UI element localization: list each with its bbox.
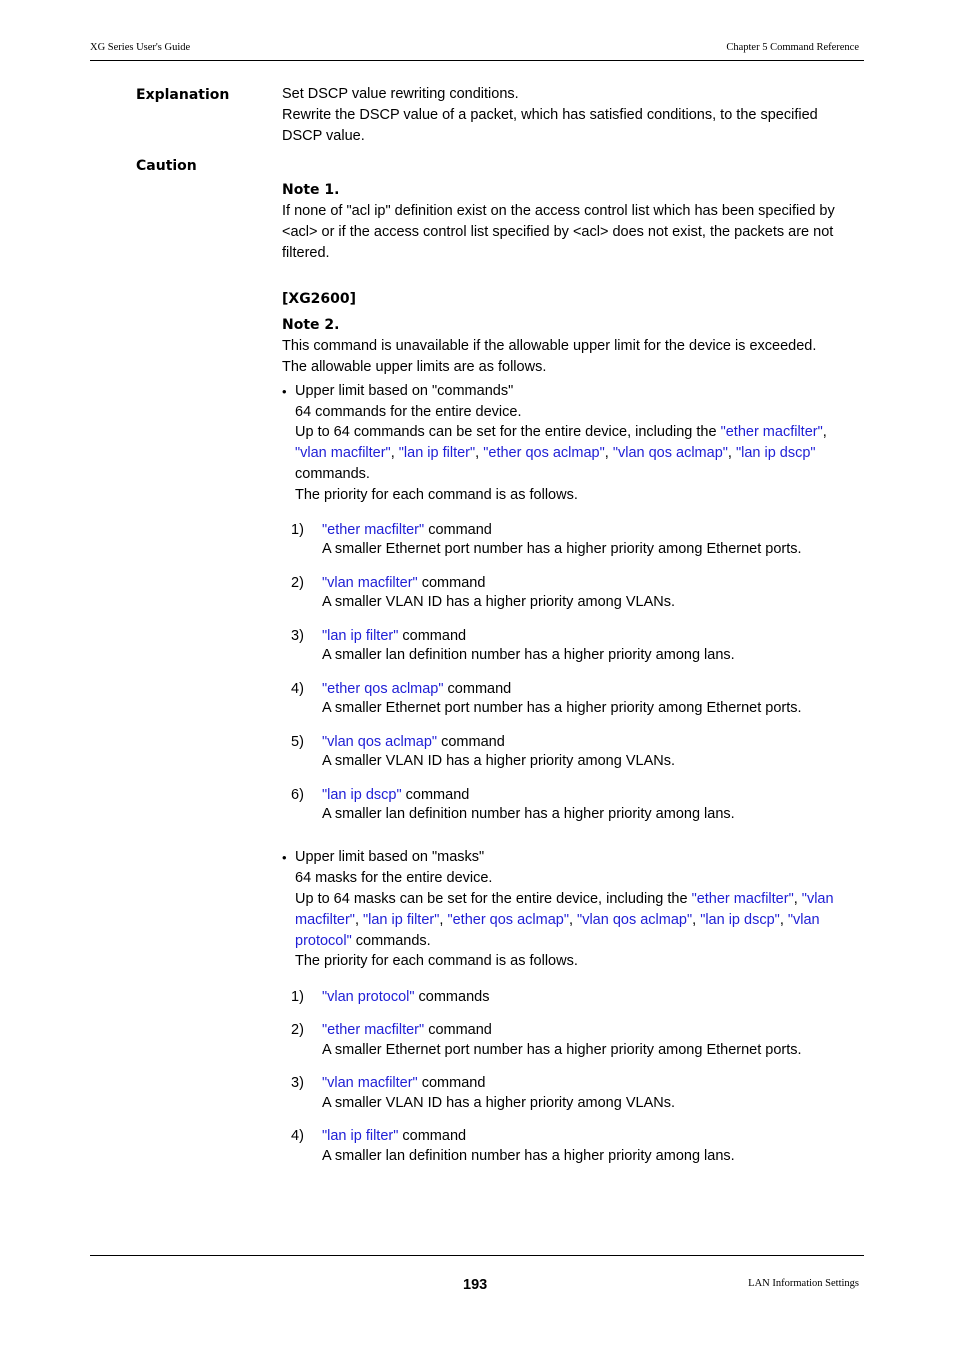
link-vlan-protocol[interactable]: "vlan [787,912,820,928]
list-item [322,679,511,700]
separator: , [568,912,578,928]
list-item-number: 1) [291,522,304,538]
list-item [322,573,485,594]
link-ether-macfilter[interactable]: "ether macfilter" [322,522,425,538]
explanation-heading: Explanation [136,87,230,103]
list-item-desc: A smaller Ethernet port number has a higher priority among Ethernet ports. [322,700,802,716]
separator: , [475,445,484,461]
commands-limit-desc-prefix: Up to 64 commands can be set for the entire device, including the [295,424,721,440]
separator: , [390,445,399,461]
separator: , [354,912,363,928]
note1-line: filtered. [282,245,330,261]
link-lan-ip-dscp[interactable]: "lan ip dscp" [700,912,780,928]
commands-limit-total: 64 commands for the entire device. [295,404,522,420]
list-item-number: 2) [291,575,304,591]
list-item-desc: A smaller lan definition number has a higher priority among lans. [322,1148,735,1164]
link-vlan-qos-aclmap[interactable]: "vlan qos aclmap" [612,445,728,461]
list-item-suffix: command [417,1075,486,1091]
separator: , [692,912,701,928]
separator: , [822,424,827,440]
commands-limit-desc-suffix: commands. [295,466,370,482]
list-item [322,987,489,1008]
note1-line: If none of "acl ip" definition exist on the access control list which has been specified by [282,203,835,219]
separator: , [727,445,736,461]
commands-priority-intro: The priority for each command is as follows. [295,487,578,503]
page-number: 193 [463,1277,488,1293]
separator: , [604,445,613,461]
link-vlan-macfilter[interactable]: macfilter" [295,912,355,928]
list-item-desc: A smaller Ethernet port number has a higher priority among Ethernet ports. [322,1042,802,1058]
separator: , [793,891,802,907]
list-item-number: 1) [291,989,304,1005]
list-item [322,1073,485,1094]
list-item-suffix: command [398,628,467,644]
list-item-number: 4) [291,681,304,697]
link-ether-qos-aclmap[interactable]: "ether qos aclmap" [483,445,605,461]
link-vlan-macfilter[interactable]: "vlan macfilter" [295,445,391,461]
note1-line: <acl> or if the access control list specified by <acl> does not exist, the packets are not [282,224,834,240]
list-item-desc: A smaller VLAN ID has a higher priority among VLANs. [322,753,675,769]
list-item-desc: A smaller lan definition number has a higher priority among lans. [322,806,735,822]
list-item-suffix: command [424,522,492,538]
footer-section: LAN Information Settings [748,1278,859,1289]
link-ether-macfilter[interactable]: "ether macfilter" [720,424,823,440]
list-item-suffix: command [443,681,512,697]
link-lan-ip-filter[interactable]: "lan ip filter" [322,628,399,644]
masks-limit-desc-suffix: commands. [351,933,431,949]
link-vlan-qos-aclmap[interactable]: "vlan qos aclmap" [322,734,438,750]
list-item [322,1126,466,1147]
bullet-icon: • [282,850,287,865]
link-vlan-macfilter[interactable]: "vlan macfilter" [322,1075,418,1091]
list-item [322,520,492,541]
link-lan-ip-filter[interactable]: "lan ip filter" [363,912,440,928]
masks-limit-desc [295,889,834,910]
masks-priority-intro: The priority for each command is as follows. [295,953,578,969]
list-item [322,732,505,753]
masks-limit-total: 64 masks for the entire device. [295,870,493,886]
link-lan-ip-filter[interactable]: "lan ip filter" [322,1128,399,1144]
note2-title: Note 2. [282,317,340,333]
list-item-desc: A smaller VLAN ID has a higher priority among VLANs. [322,594,675,610]
list-item-number: 6) [291,787,304,803]
explanation-line: DSCP value. [282,128,365,144]
link-ether-qos-aclmap[interactable]: "ether qos aclmap" [322,681,444,697]
link-vlan-protocol[interactable]: protocol" [295,933,352,949]
separator: , [439,912,448,928]
list-item-desc: A smaller lan definition number has a higher priority among lans. [322,647,735,663]
footer-rule [90,1255,864,1256]
masks-limit-desc [295,910,820,931]
separator: , [779,912,788,928]
explanation-line: Set DSCP value rewriting conditions. [282,86,519,102]
note2-line: This command is unavailable if the allowable upper limit for the device is exceeded. [282,338,817,354]
list-item-number: 4) [291,1128,304,1144]
link-vlan-macfilter[interactable]: "vlan macfilter" [322,575,418,591]
commands-limit-desc [295,443,816,464]
commands-limit-title: Upper limit based on "commands" [295,383,514,399]
link-lan-ip-filter[interactable]: "lan ip filter" [398,445,476,461]
running-header-chapter: Chapter 5 Command Reference [726,42,859,53]
list-item-suffix: command [398,1128,467,1144]
note1-title: Note 1. [282,182,340,198]
link-ether-qos-aclmap[interactable]: "ether qos aclmap" [447,912,569,928]
commands-limit-desc [295,422,827,443]
list-item-number: 2) [291,1022,304,1038]
list-item [322,1020,492,1041]
note2-line: The allowable upper limits are as follows. [282,359,547,375]
running-header-title: XG Series User's Guide [90,42,191,53]
masks-limit-title: Upper limit based on "masks" [295,849,485,865]
list-item [322,626,466,647]
link-ether-macfilter[interactable]: "ether macfilter" [322,1022,425,1038]
list-item-suffix: command [417,575,486,591]
model-tag: [XG2600] [282,291,357,307]
list-item-number: 3) [291,1075,304,1091]
bullet-icon: • [282,384,287,399]
masks-limit-desc [295,931,431,952]
link-vlan-protocol[interactable]: "vlan protocol" [322,989,415,1005]
list-item-desc: A smaller VLAN ID has a higher priority among VLANs. [322,1095,675,1111]
list-item-suffix: command [437,734,505,750]
explanation-line: Rewrite the DSCP value of a packet, which has satisfied conditions, to the specified [282,107,818,123]
list-item [322,785,469,806]
link-vlan-qos-aclmap[interactable]: "vlan qos aclmap" [577,912,693,928]
list-item-number: 3) [291,628,304,644]
list-item-suffix: commands [414,989,490,1005]
list-item-number: 5) [291,734,304,750]
link-lan-ip-dscp[interactable]: "lan ip dscp" [735,445,816,461]
link-lan-ip-dscp[interactable]: "lan ip dscp" [322,787,402,803]
header-rule [90,60,864,61]
list-item-desc: A smaller Ethernet port number has a higher priority among Ethernet ports. [322,541,802,557]
masks-limit-desc-prefix: Up to 64 masks can be set for the entire device, including the [295,891,692,907]
link-ether-macfilter[interactable]: "ether macfilter" [691,891,794,907]
link-vlan-macfilter[interactable]: "vlan [801,891,834,907]
list-item-suffix: command [424,1022,492,1038]
caution-heading: Caution [136,158,197,174]
list-item-suffix: command [401,787,470,803]
